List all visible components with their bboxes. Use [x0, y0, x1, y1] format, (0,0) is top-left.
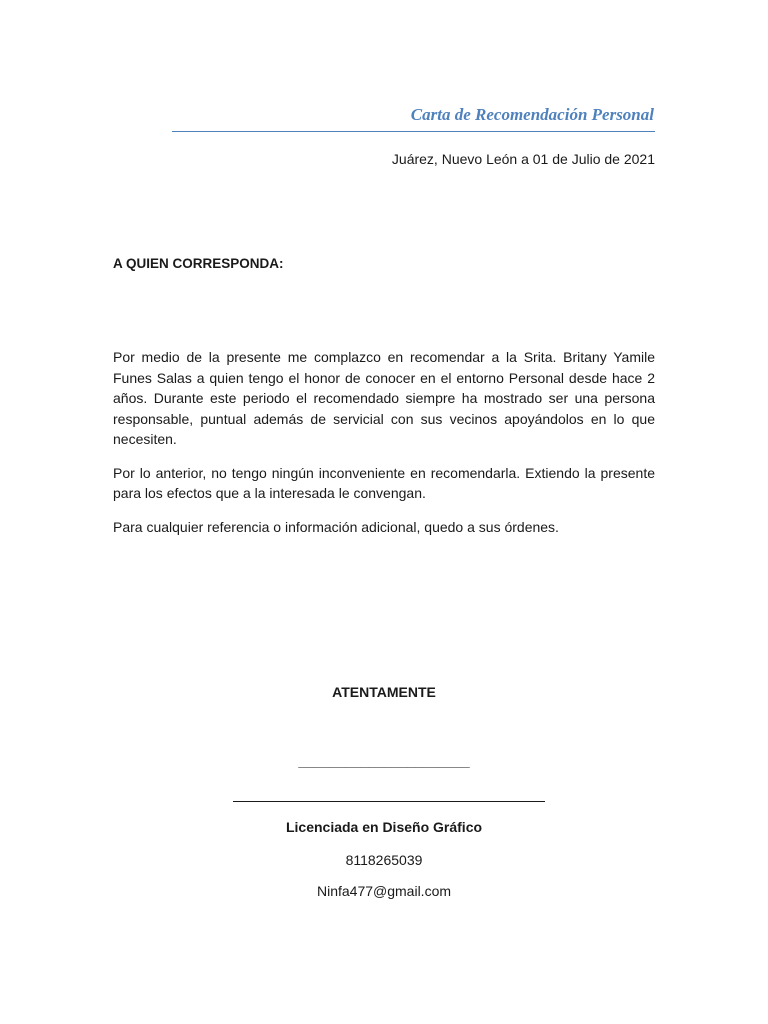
date-location-line: Juárez, Nuevo León a 01 de Julio de 2021 [391, 151, 655, 167]
letter-body [113, 347, 655, 550]
body-paragraph-1: Por medio de la presente me complazco en recomendar a la Srita. Britany Yamile Funes Salas a quien tengo el honor de conocer en el entorno Personal desde hace 2 años. Durante este periodo el recomendado siempre ha mostrado ser una persona responsable, puntual además de servicial con sus vecinos apoyándolos en lo que necesiten. [113, 349, 655, 447]
salutation: A QUIEN CORRESPONDA: [113, 256, 284, 271]
title-underline [172, 131, 655, 132]
signer-role: Licenciada en Diseño Gráfico [285, 819, 483, 835]
document-title: Carta de Recomendación Personal [410, 105, 654, 124]
closing-phrase: ATENTAMENTE [332, 684, 436, 700]
body-paragraph-3: Para cualquier referencia o información adicional, quedo a sus órdenes. [113, 518, 559, 535]
signature-underscore: ______________________ [298, 753, 470, 769]
signer-phone: 8118265039 [345, 852, 423, 868]
signature-line [233, 801, 545, 802]
body-paragraph-2: Por lo anterior, no tengo ningún inconveniente en recomendarla. Extiendo la presente para los efectos que a la interesada le convengan. [113, 464, 655, 501]
signer-email: Ninfa477@gmail.com [316, 883, 452, 899]
